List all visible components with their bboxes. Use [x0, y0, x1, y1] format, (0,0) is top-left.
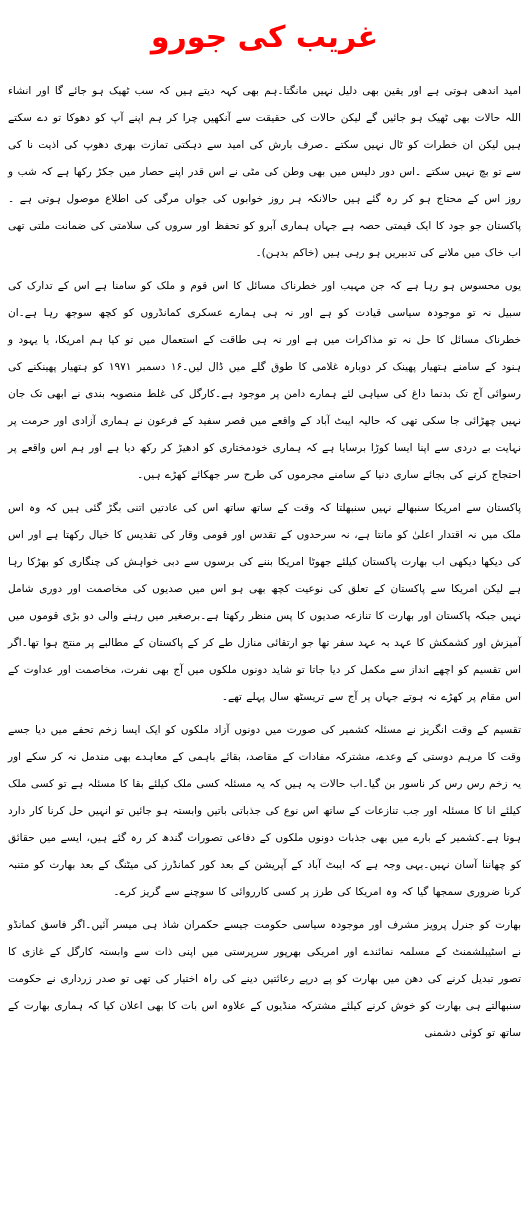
article-paragraph: تقسیم کے وقت انگریز نے مسئلہ کشمیر کی صورت میں دونوں آزاد ملکوں کو ایک ایسا زخم تحفے میں دیا جسے وقت کا مرہم دوستی کے وعدے، مشترکہ مفادات کے مقاصد، بقائے باہمی کے معاہدے بھی مندمل نہ کر سکے اور یہ زخم رس رس کر ناسور بن گیا۔اب حالات یہ ہیں کہ یہ مسئلہ کسی ملک کیلئے بقا کا مسئلہ ہے تو کسی ملک کیلئے انا کا مسئلہ اور جب تنازعات کے ساتھ اس نوع کی جذباتی باتیں وابستہ ہو جائیں تو انہیں حل کرنا کار دارد ہوتا ہے۔کشمیر کے بارے میں بھی جذبات دونوں ملکوں کے دفاعی تصورات گندھ کر رہ گئے ہیں، ایسے میں حقائق کو چھاننا آسان نہیں۔یہی وجہ ہے کہ ایبٹ آباد کے آپریشن کے بعد کور کمانڈرز کی میٹنگ کے بعد بھارت کو متنبہ کرنا ضروری سمجھا گیا کہ وہ امریکا کی طرز پر کسی کارروائی کا سوچنے سے گریز کرے۔ [8, 724, 521, 898]
article-paragraph: بھارت کو جنرل پرویز مشرف اور موجودہ سیاسی حکومت جیسے حکمران شاذ ہی میسر آئیں۔اگر فاسق کمانڈو نے اسٹیبلشمنٹ کے مسلمہ نمائندے اور امریکی بھرپور سرپرستی میں اپنی ذات سے وابستہ کارگل کے غازی کا تصور تبدیل کرنے کی دھن میں بھارت کو پے درپے رعائتیں دینے کی راہ اختیار کی تھی تو صدر زرداری نے حکومت سنبھالتے ہی بھارت کو خوش کرنے کیلئے مشترکہ منڈیوں کے علاوہ اس بات کا بھی اعلان کیا کہ ہماری بھارت کے ساتھ تو کوئی دشمنی [8, 919, 521, 1039]
article-paragraph: پاکستان سے امریکا سنبھالے نہیں سنبھلتا کہ وقت کے ساتھ ساتھ اس کی عادتیں اتنی بگڑ گئی ہیں کہ وہ اس ملک میں نہ اقتدار اعلیٰ کو مانتا ہے، نہ سرحدوں کے تقدس اور قومی وقار کی تقدیس کا خیال رکھتا ہے اور اس کی دیکھا دیکھی اب بھارت پاکستان کیلئے جھوٹا امریکا بننے کی برسوں سے دبی خواہش کی چنگاری کو بھڑکا رہا ہے لیکن امریکا سے پاکستان کے تعلق کی نوعیت کچھ بھی ہو اس میں صدیوں کی مخاصمت اور دوری شامل نہیں جبکہ پاکستان اور بھارت کا تنازعہ صدیوں کا پس منظر رکھتا ہے۔برصغیر میں رہنے والی دو بڑی قوموں میں آمیزش اور کشمکش کا عہد بہ عہد سفر تھا جو ارتقائی منازل طے کر کے پاکستان کے مطالبے پر منتج ہوا تھا۔اگر اس تقسیم کو اچھے انداز سے مکمل کر دیا جاتا تو شاید دونوں ملکوں میں آج بھی نفرت، مخاصمت اور عداوت کے اس مقام پر کھڑے نہ ہوتے جہاں پر آج سے تریسٹھ سال پہلے تھے۔ [8, 502, 521, 703]
article-paragraph: یوں محسوس ہو رہا ہے کہ جن مہیب اور خطرناک مسائل کا اس قوم و ملک کو سامنا ہے اس کے تدارک کی سبیل نہ تو موجودہ سیاسی قیادت کو ہے اور نہ ہی ہمارے عسکری کمانڈروں کو کچھ سوجھ رہا ہے۔ان خطرناک مسائل کا حل نہ تو مذاکرات میں ہے اور نہ ہی طاقت کے استعمال میں تو کیا ہم امریکا، یا یہود و ہنود کے سامنے ہتھیار پھینک کر دوبارہ غلامی کا طوق گلے میں ڈال لیں۔۱۶ دسمبر ۱۹۷۱ کو ہتھیار پھینکنے کی رسوائی آج تک بدنما داغ کی سیاہی لئے ہمارے دامن پر موجود ہے۔کارگل کی غلط منصوبہ بندی نے ابھی تک جان نہیں چھڑائی جا سکی تھی کہ حالیہ ایبٹ آباد کے واقعے میں قصر سفید کے فرعون نے ہماری آزادی اور حرمت پر نہایت بے دردی سے اپنا ایسا کوڑا برسایا ہے کہ ہماری خودمختاری کو ادھیڑ کر رکھ دیا ہے اور ہم اس واقعے پر احتجاج کرنے کی بجائے ساری دنیا کے سامنے مجرموں کی طرح سر جھکائے کھڑے ہیں۔ [8, 280, 522, 481]
article-title: غریب کی جورو [150, 20, 379, 55]
article-paragraph: امید اندھی ہوتی ہے اور یقین بھی دلیل نہیں مانگتا۔ہم بھی کہہ دیتے ہیں کہ سب ٹھیک ہو جائے گا اور انشاء اللہ حالات بھی ٹھیک ہو جائیں گے لیکن حالات کی حقیقت سے آنکھیں چرا کر ہم اپنے آپ کو دھوکا تو دے سکتے ہیں لیکن ان خطرات کو ٹال نہیں سکتے ۔صرف بارش کی امید سے دہکتی تمازت بھری دھوپ کی اذیت نا کی سے تو بچ نہیں سکتے ۔اس دور دلیس میں بھی وطن کی مٹی نے اس قدر اپنے حصار میں جکڑ رکھا ہے کہ شب و روز اس کے محتاج ہو کر رہ گئے ہیں حالانکہ ہر روز خوابوں کی جواں مرگی کی اطلاع موصول ہوتی ہے ۔پاکستان جو جود کا ایک قیمتی حصہ ہے جہاں ہماری آبرو کو تحفظ اور سروں کی سلامتی کی ضمانت ملتی تھی اب خاک میں ملانے کی تدبیریں ہو رہی ہیں (خاکم بدہن)۔ [8, 85, 521, 259]
